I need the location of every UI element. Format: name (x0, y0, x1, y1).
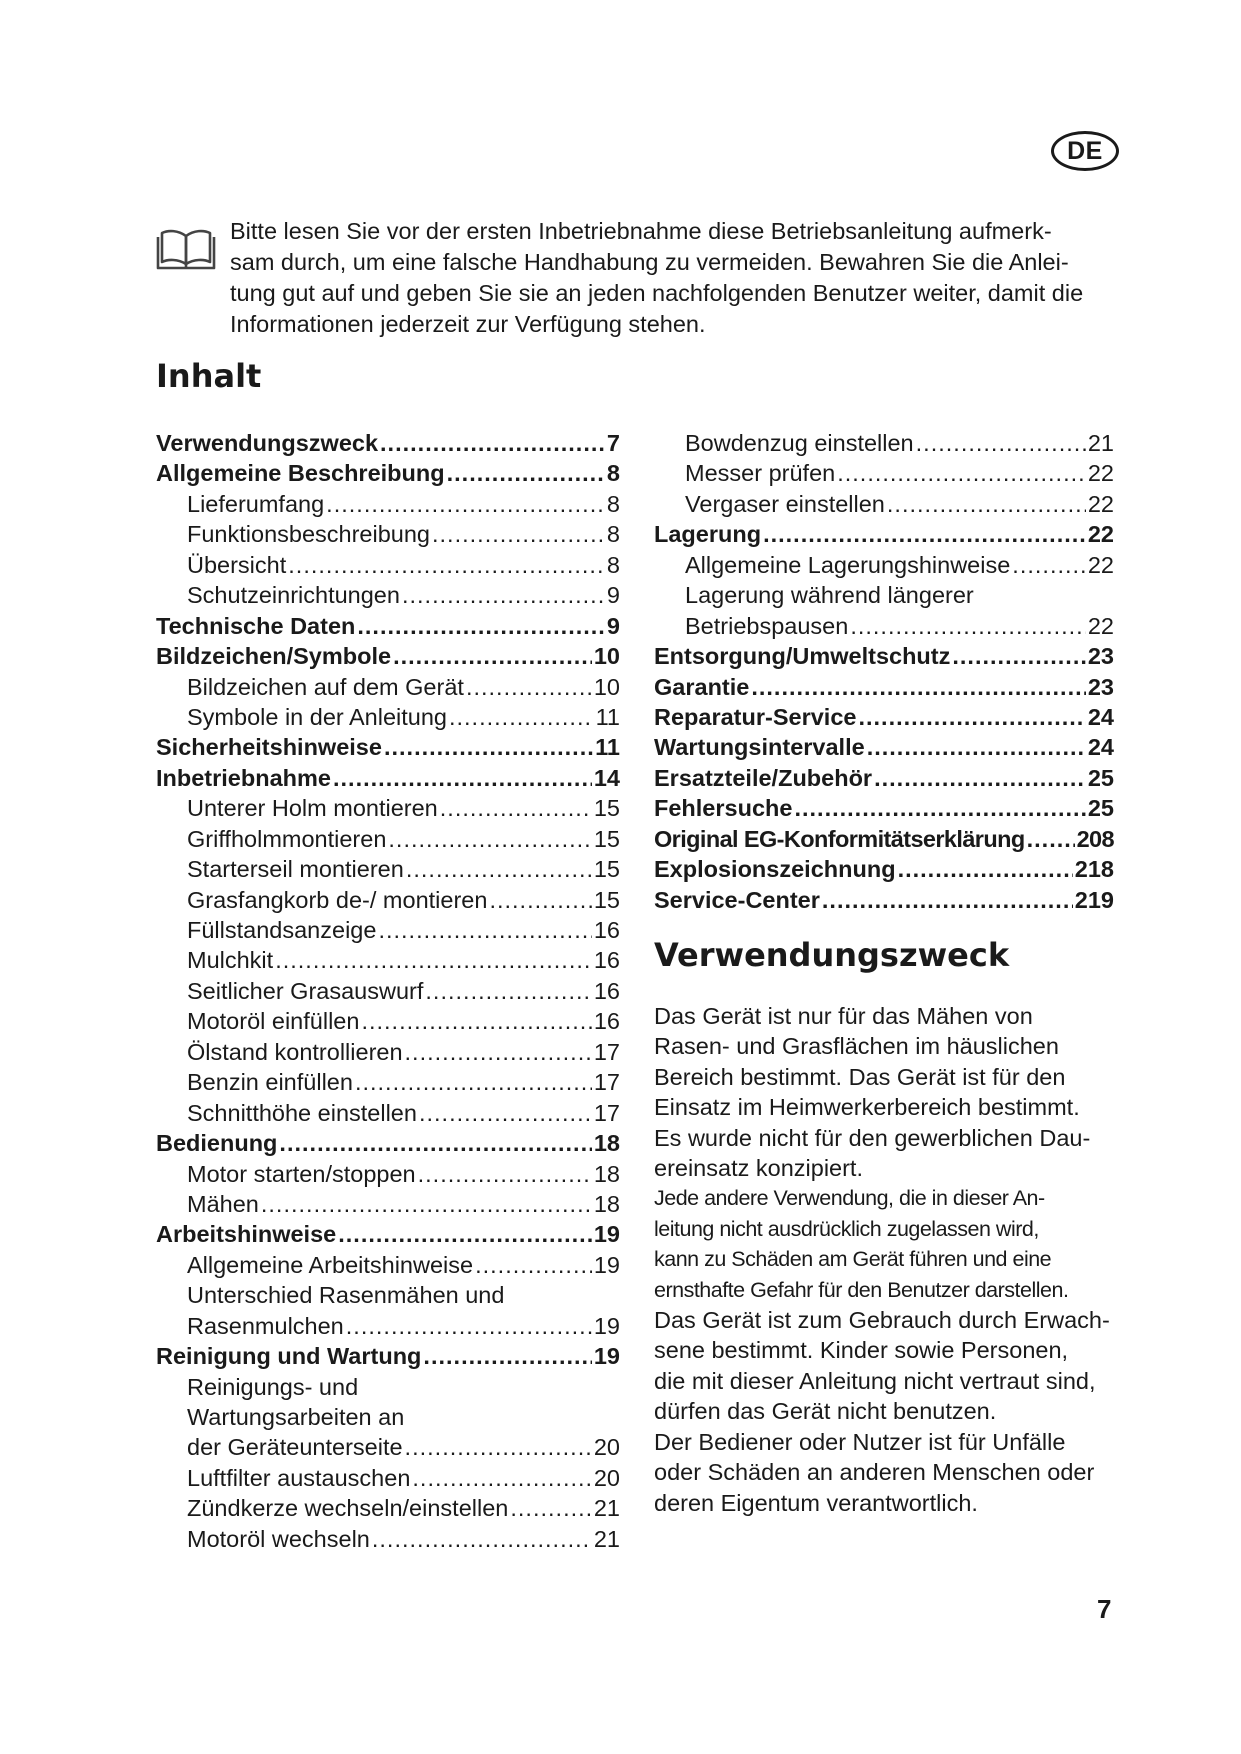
toc-entry-title: Lagerung während längerer (685, 582, 974, 609)
toc-entry[interactable] (156, 885, 620, 915)
toc-entry-continued[interactable] (156, 1280, 620, 1310)
toc-entry[interactable] (156, 1098, 620, 1128)
toc-entry-page: 16 (593, 947, 620, 974)
toc-entry-title: Messer prüfen (685, 460, 836, 487)
toc-entry-title: Allgemeine Lagerungshinweise (685, 551, 1011, 578)
toc-entry-page: 23 (1087, 643, 1114, 670)
toc-entry-title: Arbeitshinweise (156, 1221, 337, 1248)
usage-line: Es wurde nicht für den gewerblichen Dau- (654, 1124, 1091, 1151)
toc-entry[interactable] (156, 976, 620, 1006)
toc-entry[interactable] (156, 1463, 620, 1493)
toc-entry-page: 15 (593, 825, 620, 852)
toc-entry-title: Reparatur-Service (654, 703, 857, 730)
toc-entry[interactable] (156, 1128, 620, 1158)
toc-entry-page: 8 (606, 521, 620, 548)
toc-entry-title: Entsorgung/Umweltschutz (654, 643, 951, 670)
toc-entry-page: 11 (595, 703, 620, 730)
toc-entry-title: Ersatzteile/Zubehör (654, 764, 873, 791)
toc-entry[interactable] (654, 428, 1114, 458)
intro-line: sam durch, um eine falsche Handhabung zu vermeiden. Bewahren Sie die Anlei- (230, 249, 1069, 275)
toc-entry-page: 22 (1087, 521, 1114, 548)
toc-entry-title: Grasfangkorb de-/ montieren (187, 886, 488, 913)
toc-entry-page: 218 (1074, 856, 1114, 883)
toc-entry-title: Füllstandsanzeige (187, 917, 377, 943)
toc-entry[interactable] (654, 458, 1114, 488)
toc-entry-page: 11 (595, 734, 620, 761)
toc-entry-page: 18 (593, 1190, 620, 1217)
toc-entry-title: Übersicht (187, 551, 287, 578)
toc-entry-page: 18 (593, 1160, 620, 1187)
toc-entry-title: Luftfilter austauschen (187, 1464, 411, 1491)
intro-line: Bitte lesen Sie vor der ersten Inbetriebnahme diese Betriebsanleitung aufmerk- (230, 218, 1052, 244)
toc-entry-page: 8 (606, 551, 620, 578)
toc-entry-page: 19 (593, 1251, 620, 1278)
toc-entry[interactable] (156, 824, 620, 854)
toc-entry[interactable] (156, 793, 620, 823)
toc-entry-page: 22 (1087, 460, 1114, 487)
book-icon (156, 226, 216, 272)
usage-line: Rasen- und Grasflächen im häuslichen (654, 1033, 1059, 1060)
toc-entry-title: Original EG-Konformitätserklärung (654, 825, 1025, 852)
toc-entry[interactable] (156, 1432, 620, 1462)
toc-entry-page: 22 (1087, 490, 1114, 517)
toc-entry[interactable] (156, 458, 620, 488)
toc-entry-page: 19 (593, 1221, 620, 1248)
toc-entry[interactable] (156, 1493, 620, 1523)
toc-entry-title: Zündkerze wechseln/einstellen (187, 1495, 509, 1522)
toc-entry[interactable] (654, 702, 1114, 732)
toc-entry[interactable] (156, 1189, 620, 1219)
toc-entry[interactable] (156, 945, 620, 975)
toc-entry-title: Benzin einfüllen (187, 1069, 353, 1096)
toc-entry-title: Lieferumfang (187, 490, 325, 517)
toc-entry-title: Garantie (654, 673, 750, 700)
toc-entry-title: Mulchkit (187, 947, 274, 974)
toc-entry[interactable] (156, 611, 620, 641)
toc-entry[interactable] (156, 1006, 620, 1036)
toc-entry-page: 9 (606, 612, 620, 639)
toc-entry[interactable] (654, 763, 1114, 793)
toc-entry-title: Funktionsbeschreibung (187, 521, 430, 548)
toc-entry-title: Symbole in der Anleitung (187, 703, 447, 730)
toc-entry-page: 21 (593, 1525, 620, 1552)
toc-entry-page: 8 (606, 490, 620, 517)
toc-entry[interactable] (654, 519, 1114, 549)
toc-entry-page: 23 (1087, 673, 1114, 700)
toc-entry[interactable] (654, 550, 1114, 580)
toc-entry-title: Schnitthöhe einstellen (187, 1099, 417, 1126)
toc-entry-page: 10 (593, 673, 620, 700)
toc-entry-page: 24 (1087, 703, 1114, 730)
toc-entry-page: 17 (593, 1069, 620, 1096)
toc-entry-page: 8 (606, 460, 620, 487)
usage-line: die mit dieser Anleitung nicht vertraut sind, (654, 1367, 1096, 1394)
toc-entry[interactable] (654, 611, 1114, 641)
toc-entry-page: 9 (606, 582, 620, 609)
toc-entry-title: der Geräteunterseite (187, 1434, 403, 1461)
toc-entry-title: Motoröl wechseln (187, 1525, 370, 1552)
usage-line: sene bestimmt. Kinder sowie Personen, (654, 1337, 1069, 1364)
usage-line: ereinsatz konzipiert. (654, 1155, 863, 1182)
toc-entry-title: Inbetriebnahme (156, 764, 331, 791)
toc-entry-page: 19 (593, 1312, 620, 1339)
usage-line: Jede andere Verwendung, die in dieser An- (654, 1186, 1045, 1211)
toc-entry-title: Lagerung (654, 521, 762, 548)
toc-entry-page: 16 (593, 1008, 620, 1035)
toc-entry-page: 15 (593, 856, 620, 883)
toc-entry-page: 15 (593, 795, 620, 822)
toc-entry-page: 19 (593, 1343, 620, 1370)
toc-entry[interactable] (156, 763, 620, 793)
toc-entry[interactable] (654, 824, 1114, 854)
toc-entry-title: Motoröl einfüllen (187, 1008, 360, 1035)
toc-entry[interactable] (156, 641, 620, 671)
toc-entry-title: Wartungsintervalle (654, 734, 865, 761)
toc-entry-page: 219 (1074, 886, 1114, 913)
toc-entry-title: Bowdenzug einstellen (685, 430, 914, 456)
toc-entry-title: Service-Center (654, 886, 820, 913)
toc-entry-title: Bildzeichen auf dem Gerät (187, 673, 464, 700)
toc-entry-title: Schutzeinrichtungen (187, 582, 400, 609)
toc-entry-page: 15 (593, 886, 620, 913)
toc-entry[interactable] (156, 428, 620, 458)
toc-entry[interactable] (654, 885, 1114, 915)
toc-entry[interactable] (156, 702, 620, 732)
toc-entry[interactable] (156, 854, 620, 884)
toc-entry-page: 24 (1087, 734, 1114, 761)
toc-entry[interactable] (654, 732, 1114, 762)
usage-line: Das Gerät ist nur für das Mähen von (654, 1003, 1033, 1029)
usage-line: Einsatz im Heimwerkerbereich bestimmt. (654, 1094, 1080, 1121)
toc-entry-page: 16 (593, 977, 620, 1004)
usage-line: kann zu Schäden am Gerät führen und eine (654, 1247, 1052, 1272)
toc-entry-title: Wartungsarbeiten an (187, 1404, 405, 1430)
language-badge: DE (1051, 131, 1119, 171)
toc-entry[interactable] (156, 1250, 620, 1280)
toc-entry[interactable] (156, 519, 620, 549)
usage-line: ernsthafte Gefahr für den Benutzer darstellen. (654, 1277, 1069, 1302)
toc-entry[interactable] (654, 641, 1114, 671)
toc-entry-title: Verwendungszweck (156, 430, 379, 456)
toc-entry-title: Fehlersuche (654, 795, 793, 822)
toc-entry-page: 10 (593, 643, 620, 670)
toc-entry-continued[interactable] (156, 1372, 620, 1402)
page-number: 7 (1097, 1594, 1112, 1624)
toc-entry[interactable] (654, 489, 1114, 519)
toc-entry-page: 17 (593, 1038, 620, 1065)
toc-entry-page: 20 (593, 1434, 620, 1461)
toc-entry-title: Betriebspausen (685, 612, 849, 639)
toc-entry-title: Vergaser einstellen (685, 490, 885, 517)
usage-line: leitung nicht ausdrücklich zugelassen wird, (654, 1216, 1039, 1241)
toc-entry[interactable] (156, 1067, 620, 1097)
toc-entry-title: Allgemeine Beschreibung (156, 460, 445, 487)
toc-entry-page: 20 (593, 1464, 620, 1491)
usage-heading: Verwendungszweck (654, 936, 1010, 974)
toc-entry-page: 21 (1087, 430, 1114, 456)
toc-entry-title: Bildzeichen/Symbole (156, 643, 392, 670)
toc-entry-page: 18 (593, 1130, 620, 1157)
toc-entry-title: Motor starten/stoppen (187, 1160, 416, 1187)
toc-left-column (156, 428, 620, 1554)
toc-entry-title: Allgemeine Arbeitshinweise (187, 1251, 474, 1278)
toc-entry-title: Rasenmulchen (187, 1312, 344, 1339)
toc-entry-page: 208 (1076, 825, 1114, 852)
toc-entry[interactable] (156, 1219, 620, 1249)
toc-entry[interactable] (156, 672, 620, 702)
usage-line: Der Bediener oder Nutzer ist für Unfälle (654, 1428, 1066, 1455)
toc-entry-title: Reinigungs- und (187, 1373, 359, 1400)
toc-entry-page: 16 (593, 917, 620, 943)
toc-entry-title: Sicherheitshinweise (156, 734, 382, 761)
usage-text (654, 1001, 1124, 1518)
toc-entry[interactable] (156, 1524, 620, 1554)
toc-entry-page: 7 (606, 430, 620, 456)
intro-line: tung gut auf und geben Sie sie an jeden nachfolgenden Benutzer weiter, damit die (230, 280, 1084, 306)
toc-entry-page: 25 (1087, 764, 1114, 791)
toc-entry-page: 22 (1087, 551, 1114, 578)
toc-heading: Inhalt (156, 357, 262, 395)
toc-entry-continued[interactable] (156, 1402, 620, 1432)
toc-entry-title: Explosionszeichnung (654, 856, 896, 883)
toc-entry-continued[interactable] (654, 580, 1114, 610)
toc-entry-title: Seitlicher Grasauswurf (187, 977, 424, 1004)
toc-entry-title: Mähen (187, 1190, 259, 1217)
toc-entry-page: 25 (1087, 795, 1114, 822)
toc-entry-title: Ölstand kontrollieren (187, 1038, 403, 1065)
toc-entry[interactable] (156, 1159, 620, 1189)
toc-entry[interactable] (156, 1037, 620, 1067)
toc-entry-page: 21 (593, 1495, 620, 1522)
usage-line: oder Schäden an anderen Menschen oder (654, 1459, 1095, 1486)
toc-entry[interactable] (156, 915, 620, 945)
toc-entry-page: 17 (593, 1099, 620, 1126)
toc-entry-title: Starterseil montieren (187, 856, 404, 883)
toc-entry-title: Technische Daten (156, 612, 356, 639)
toc-entry-title: Griffholmmontieren (187, 825, 387, 852)
toc-entry[interactable] (156, 550, 620, 580)
toc-entry-title: Unterschied Rasenmähen und (187, 1282, 505, 1309)
toc-entry-page: 22 (1087, 612, 1114, 639)
intro-notice (230, 216, 1130, 340)
intro-line: Informationen jederzeit zur Verfügung stehen. (230, 311, 706, 337)
toc-entry[interactable] (654, 793, 1114, 823)
toc-entry-title: Unterer Holm montieren (187, 795, 438, 822)
toc-entry[interactable] (156, 489, 620, 519)
toc-entry-title: Bedienung (156, 1130, 278, 1157)
usage-line: deren Eigentum verantwortlich. (654, 1489, 978, 1516)
toc-right-column (654, 428, 1114, 915)
toc-entry[interactable] (654, 672, 1114, 702)
toc-entry-title: Reinigung und Wartung (156, 1343, 422, 1370)
usage-line: Das Gerät ist zum Gebrauch durch Erwach- (654, 1307, 1110, 1334)
toc-entry[interactable] (156, 580, 620, 610)
usage-line: dürfen das Gerät nicht benutzen. (654, 1398, 997, 1425)
toc-entry[interactable] (654, 854, 1114, 884)
toc-entry[interactable] (156, 732, 620, 762)
toc-entry[interactable] (156, 1341, 620, 1371)
toc-entry-page: 14 (593, 764, 620, 791)
toc-entry[interactable] (156, 1311, 620, 1341)
usage-line: Bereich bestimmt. Das Gerät ist für den (654, 1063, 1066, 1090)
